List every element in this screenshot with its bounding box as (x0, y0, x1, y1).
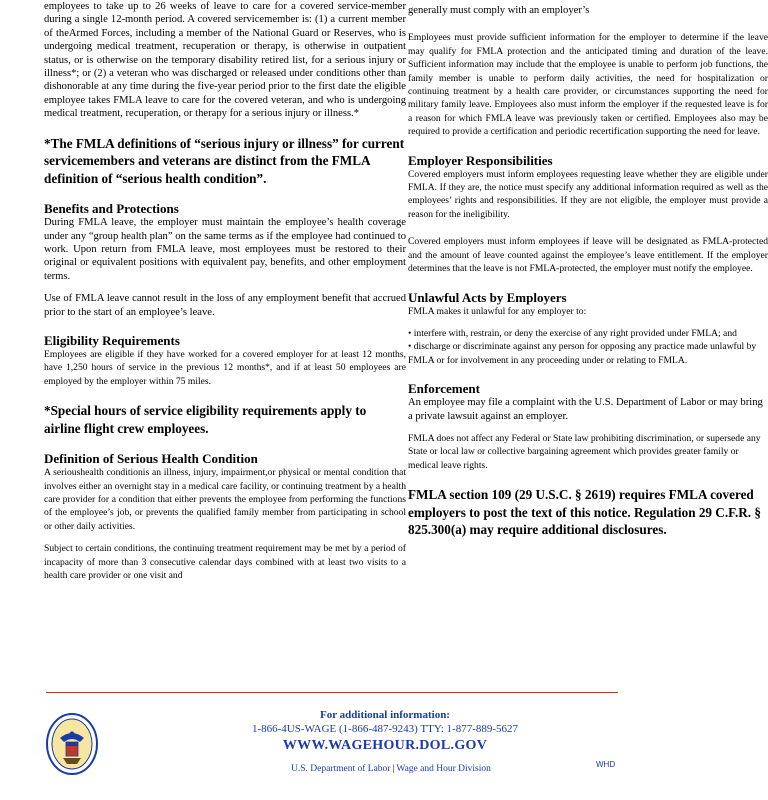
benefits-para-1: During FMLA leave, the employer must maintain the employee’s health coverage under any “group health plan” on the same terms as if the employee had continued to work. Upon return from FMLA leave, most employees must be restored to their original or equivalent positions with equivalent pay, benefits, and other employment terms. (44, 217, 406, 282)
enforcement-heading: Enforcement (408, 381, 480, 397)
special-hours-note: *Special hours of service eligibility requirements apply to airline flight crew employees. (44, 403, 367, 436)
section-109-note: FMLA section 109 (29 U.S.C. § 2619) requires FMLA covered employers to post the text of this notice. Regulation 29 C.F.R. § 825.300(a) may require additional disclosures. (408, 487, 761, 538)
unlawful-item-1: • interfere with, restrain, or deny the exercise of any right provided under FMLA; and (408, 327, 737, 339)
employer-resp-para-1: Covered employers must inform employees requesting leave whether they are eligible under FMLA. If they are, the notice must specify any additional information required as well as the employees’ rights and responsibilities. If they are not eligible, the employer must provide a reason for the ineligibility. (408, 168, 768, 220)
notice-para: Employees must provide sufficient information for the employer to determine if the leave may qualify for FMLA protection and the anticipated timing and duration of the leave. Sufficient information may include that the employee is unable to perform job functions, the family member is unable to perform daily activities, the need for hospitalization or continuing treatment by a health care provider, or circumstances supporting the need for military family leave. Employees also must inform the employer if the requested leave is for a reason for which FMLA leave was previously taken or certified. Employees also may be required to provide a certification and periodic recertification supporting the need for leave. (408, 32, 768, 138)
left-column (44, 0, 406, 582)
serious-health-heading: Definition of Serious Health Condition (44, 451, 258, 467)
dol-seal-icon (46, 712, 98, 776)
footer-info-title: For additional information: (320, 709, 450, 721)
enforcement-para-2: FMLA does not affect any Federal or State law prohibiting discrimination, or supersede any State or local law or collective bargaining agreement which provides greater family or medical leave rights. (408, 432, 761, 471)
footer-contact (215, 708, 555, 755)
serious-health-para-1: A serioushealth conditionis an illness, injury, impairment,or physical or mental condition that involves either an overnight stay in a medical care facility, or continuing treatment by a health care provider for a condition that either prevents the employee from performing the functions of the employee’s job, or prevents the qualified family member from participating in school or other daily activities. (44, 467, 406, 532)
eligibility-heading: Eligibility Requirements (44, 333, 180, 348)
serious-injury-note: *The FMLA definitions of “serious injury or illness” for current servicemembers and veterans are distinct from the FMLA definition of “serious health condition”. (44, 135, 405, 186)
footer-department: U.S. Department of Labor | Wage and Hour Division (291, 764, 491, 774)
right-top-text: generally must comply with an employer’s (408, 5, 590, 16)
servicemember-intro: employees to take up to 26 weeks of leave to care for a covered service-member during a single 12-month period. A covered servicemember is: (1) a current member of theArmed Forces, including a member of the National Guard or Reserves, who is undergoing medical treatment, recuperation or therapy, is otherwise in outpatient status, or is otherwise on the temporary disability retired list, for a serious injury or illness*; or (2) a veteran who was discharged or released under conditions other than dishonorable at any time during the five-year period prior to the first date the eligible employee takes FMLA leave to care for the covered veteran, and who is undergoing medical treatment, recuperation, or therapy for a serious injury or illness.* (44, 1, 406, 120)
right-column (408, 0, 768, 690)
footer-website-link[interactable]: WWW.WAGEHOUR.DOL.GOV (282, 738, 488, 753)
serious-health-para-2: Subject to certain conditions, the continuing treatment requirement may be met by a period of incapacity of more than 3 consecutive calendar days combined with at least two visits to a health care provider or one visit and (44, 543, 406, 582)
employer-resp-heading: Employer Responsibilities (408, 152, 553, 168)
footer-divider (46, 692, 618, 693)
benefits-para-2: Use of FMLA leave cannot result in the loss of any employment benefit that accrued prior to the start of an employee’s leave. (44, 293, 406, 318)
unlawful-intro: FMLA makes it unlawful for any employer to: (408, 305, 587, 317)
unlawful-heading: Unlawful Acts by Employers (408, 289, 567, 305)
unlawful-item-2: • discharge or discriminate against any person for opposing any practice made unlawful by FMLA or for involvement in any proceeding under or relating to FMLA. (408, 341, 757, 366)
footer-dept-name: U.S. Department of Labor (291, 764, 391, 774)
doc-code: WHD (596, 760, 616, 769)
footer-division-name: Wage and Hour Division (396, 764, 491, 774)
enforcement-para-1: An employee may file a complaint with the U.S. Department of Labor or may bring a private lawsuit against an employer. (408, 397, 763, 422)
benefits-heading: Benefits and Protections (44, 201, 179, 217)
eligibility-text: Employees are eligible if they have worked for a covered employer for at least 12 months, have 1,250 hours of service in the previous 12 months*, and if at least 50 employees are employed by the employer within 75 miles. (44, 349, 406, 387)
footer-phone: 1-866-4US-WAGE (1-866-487-9243) TTY: 1-877-889-5627 (251, 723, 519, 735)
employer-resp-para-2: Covered employers must inform employees if leave will be designated as FMLA-protected and the amount of leave counted against the employee’s leave entitlement. If the employer determines that the leave is not FMLA-protected, the employer must notify the employee. (408, 236, 768, 275)
